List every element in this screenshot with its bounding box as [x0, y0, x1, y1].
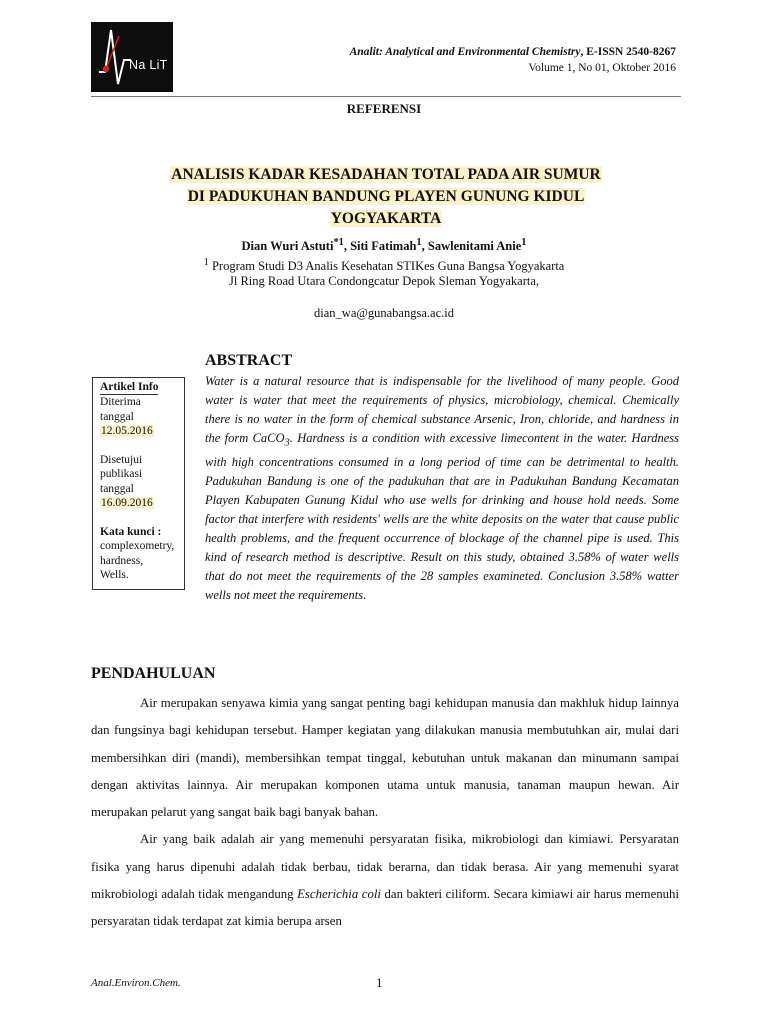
author-email[interactable]: dian_wa@gunabangsa.ac.id — [314, 306, 454, 320]
approved-label-3: tanggal — [100, 482, 134, 495]
author-2-mark: 1 — [416, 237, 422, 248]
affiliation-address: Jl Ring Road Utara Condongcatur Depok Sleman Yogyakarta, — [228, 274, 540, 288]
logo-graphic — [91, 22, 173, 92]
author-1: Dian Wuri Astuti — [241, 239, 334, 254]
header-divider — [91, 96, 681, 97]
journal-volume: Volume 1, No 01, Oktober 2016 — [528, 62, 676, 74]
abstract-text-part-2: . Hardness is a condition with excessive limecontent in the water. Hardness with high concentrations consumed in a long period of time can be detrimental to health. Padukuhan Bandung is one of the padukuhan that are in Padukuhan Bandung Kecamatan Playen Kabupaten Gunung Kidul who use wells for drinking and house hold needs. Some factor that interfere with residents' wells are the white deposits on the water that cause public health problems, and the frequent occurrence of blockage of the channel pipe is used. This kind of research method is descriptive. Result on this study, obtained 3.58% of water wells that do not meet the requirements of the 28 samples examineted. Conclusion 3.58% watter wells not meet the requirements. — [205, 431, 679, 602]
article-info-heading: Artikel Info — [100, 381, 159, 393]
abstract-text — [205, 372, 679, 605]
journal-title-line — [350, 44, 676, 60]
pendahuluan-body — [91, 690, 679, 936]
section-heading-pendahuluan: PENDAHULUAN — [91, 665, 216, 682]
article-info-box — [92, 377, 185, 590]
paragraph-1: Air merupakan senyawa kimia yang sangat penting bagi kehidupan manusia dan makhluk hidup lainnya dan fungsinya bagi kehidupan tersebut. Hamper kegiatan yang dilakukan manusia membutuhkan air, mulai dari membersihkan diri (mandi), membersihkan tempat tinggal, kebutuhan untuk makanan dan minumann sampai dengan aktivitas lainnya. Air merupakan komponen utama untuk manusia, tanaman maupun hewan. Air merupakan pelarut yang sangat baik bagi banyak bahan. — [91, 696, 679, 820]
paragraph-2 — [91, 826, 679, 935]
author-1-mark: *1 — [333, 237, 344, 248]
abstract-subscript: 3 — [284, 437, 290, 449]
keyword-2: hardness, — [100, 554, 144, 567]
title-line-3: YOGYAKARTA — [330, 210, 442, 227]
section-label: REFERENSI — [346, 101, 422, 116]
paragraph-2-end: dan bakteri ciliform. Secara kimiawi air harus memenuhi persyaratan tidak terdapat zat kimia berupa arsen — [91, 887, 679, 929]
paper-title — [100, 164, 672, 230]
title-line-1: ANALISIS KADAR KESADAHAN TOTAL PADA AIR SUMUR — [171, 166, 601, 183]
keywords-label: Kata kunci : — [100, 525, 162, 538]
author-2: , Siti Fatimah — [343, 239, 417, 254]
keyword-1: complexometry, — [100, 540, 175, 552]
journal-issn: , E-ISSN 2540-8267 — [580, 46, 676, 58]
author-list — [0, 237, 768, 254]
abstract-text-part-1: Water is a natural resource that is indispensable for the livelihood of many people. Good water is water that meet the requirements of physics, microbiology, chemical. Chemically there is no water in the form of chemical substance Arsenic, Iron, chloride, and hardness in the form CaCO — [205, 374, 679, 445]
received-date: 12.05.2016 — [101, 425, 153, 437]
approved-label-2: publikasi — [100, 468, 143, 480]
paragraph-2-start: Air yang baik adalah air yang memenuhi persyaratan fisika, mikrobiologi dan kimiawi. Persyaratan fisika yang harus dipenuhi adalah tidak berbau, tidak berarna, dan tidak berasa. Air yang memenuhi syarat mikrobiologi adalah tidak mengandung — [91, 832, 679, 902]
approved-label-1: Disetujui — [100, 453, 143, 466]
author-3: , Sawlenitami Anie — [421, 239, 522, 254]
page-number: 1 — [376, 975, 383, 990]
title-line-2: DI PADUKUHAN BANDUNG PLAYEN GUNUNG KIDUL — [187, 188, 585, 205]
keyword-3: Wells. — [100, 569, 129, 581]
received-label-2: tanggal — [100, 410, 134, 423]
approved-date: 16.09.2016 — [101, 497, 153, 509]
affiliation-line-1 — [0, 257, 768, 274]
journal-name: Analit: Analytical and Environmental Chemistry — [349, 46, 581, 58]
paragraph-2-species: Escherichia coli — [297, 887, 381, 902]
affiliation-mark: 1 — [203, 257, 209, 268]
footer-journal-abbr: Anal.Environ.Chem. — [91, 977, 181, 989]
abstract-heading: ABSTRACT — [205, 352, 293, 369]
logo-text: Na LiT — [129, 58, 168, 72]
author-3-mark: 1 — [521, 237, 527, 248]
affiliation-institution: Program Studi D3 Analis Kesehatan STIKes Guna Bangsa Yogyakarta — [208, 259, 565, 274]
journal-header — [350, 44, 676, 76]
journal-logo — [91, 22, 173, 92]
received-label-1: Diterima — [100, 396, 141, 408]
